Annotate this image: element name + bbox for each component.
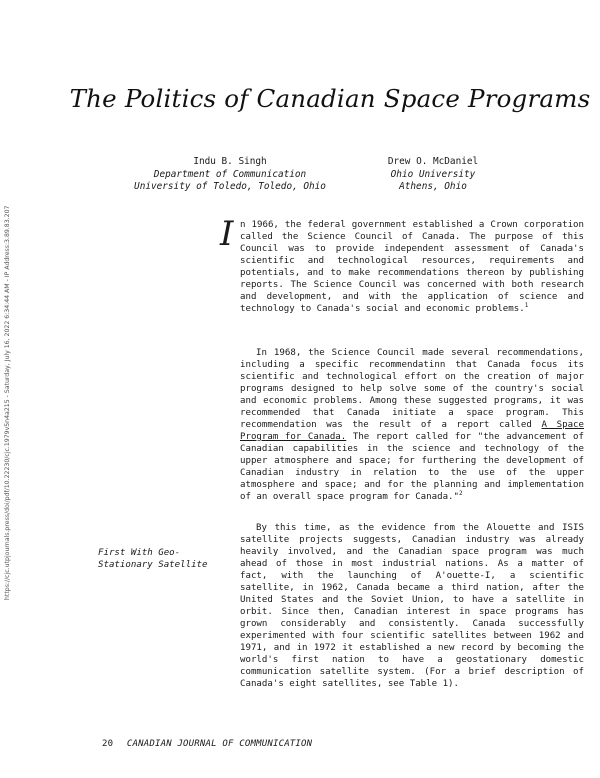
author-department: Department of Communication bbox=[153, 168, 307, 180]
report-title: A Space Program for Canada. bbox=[240, 420, 585, 442]
paragraph-2-text-b: The report called for "the advancement of Canadian capabilities in the science and technology of the upper atmosphere and space; for furthering the development of Canadian industry in relation to the use of the upper atmosphere and space; and for the planning and implementation of an overall space program for Canada." bbox=[240, 432, 584, 502]
author-institution: Athens, Ohio bbox=[399, 181, 467, 192]
paragraph-3: By this time, as the evidence from the Alouette and ISIS satellite projects suggests, Canadian industry was already heavily involved, and the Canadian space program was much ahead of those in most industrial nations. As a matter of fact, with the launching of A'ouette-I, a scientific satellite, in 1962, Canada became a third nation, after the United States and the Soviet Union, to have a satellite in orbit. Since then, Canadian interest in space programs has grown considerably and consistently. Canada successfully experimented with four scientific satellites between 1962 and 1971, and in 1972 it established a new record by becoming the world's first nation to have a geostationary domestic communication satellite system. (For a brief description of Canada's eight satellites, see Table 1). bbox=[240, 523, 584, 689]
author-department: Ohio University bbox=[390, 168, 476, 180]
margin-note: First With Geo-Stationary Satellite bbox=[98, 548, 208, 570]
page-footer bbox=[102, 739, 312, 749]
author-block-1 bbox=[120, 156, 340, 194]
page-number: 20 bbox=[102, 739, 114, 749]
author-name: Drew O. McDaniel bbox=[387, 156, 479, 167]
article-title: The Politics of Canadian Space Programs bbox=[69, 84, 591, 113]
footnote-ref-2: 2 bbox=[459, 489, 463, 497]
author-name: Indu B. Singh bbox=[193, 156, 267, 167]
download-stamp: https://cjc.utpjournals.press/doi/pdf/10.22230/cjc.1979v5n4a215 - Saturday, July 16, 2022 6:34:44 AM - IP Address:3.89.83.207 bbox=[4, 205, 11, 600]
footnote-ref-1: 1 bbox=[524, 301, 529, 309]
author-institution: University of Toledo, Toledo, Ohio bbox=[134, 181, 326, 192]
author-block-2 bbox=[368, 156, 498, 194]
drop-cap: I bbox=[220, 214, 234, 254]
journal-name: CANADIAN JOURNAL OF COMMUNICATION bbox=[126, 739, 313, 749]
paragraph-2-text-a: In 1968, the Science Council made several recommendations, including a specific recommendatinn that Canada focus its scientific and technological effort on the creation of major programs designed to help solve some of the country's social and economic problems. Among these suggested programs, it was recommended that Canada initiate a space program. This recommendation was the result of a report called bbox=[240, 348, 584, 430]
paragraph-1-text: n 1966, the federal government established a Crown corporation called the Science Council of Canada. The purpose of this Council was to provide independent assessment of Canada's scientific and technological resources, requirements and potentials, and to make recommendations thereon by publishing reports. The Science Council was concerned with both research and development, and with the application of science and technology to Canada's social and economic problems. bbox=[240, 220, 584, 314]
paragraph-1 bbox=[220, 214, 584, 315]
paragraph-2 bbox=[240, 347, 584, 503]
